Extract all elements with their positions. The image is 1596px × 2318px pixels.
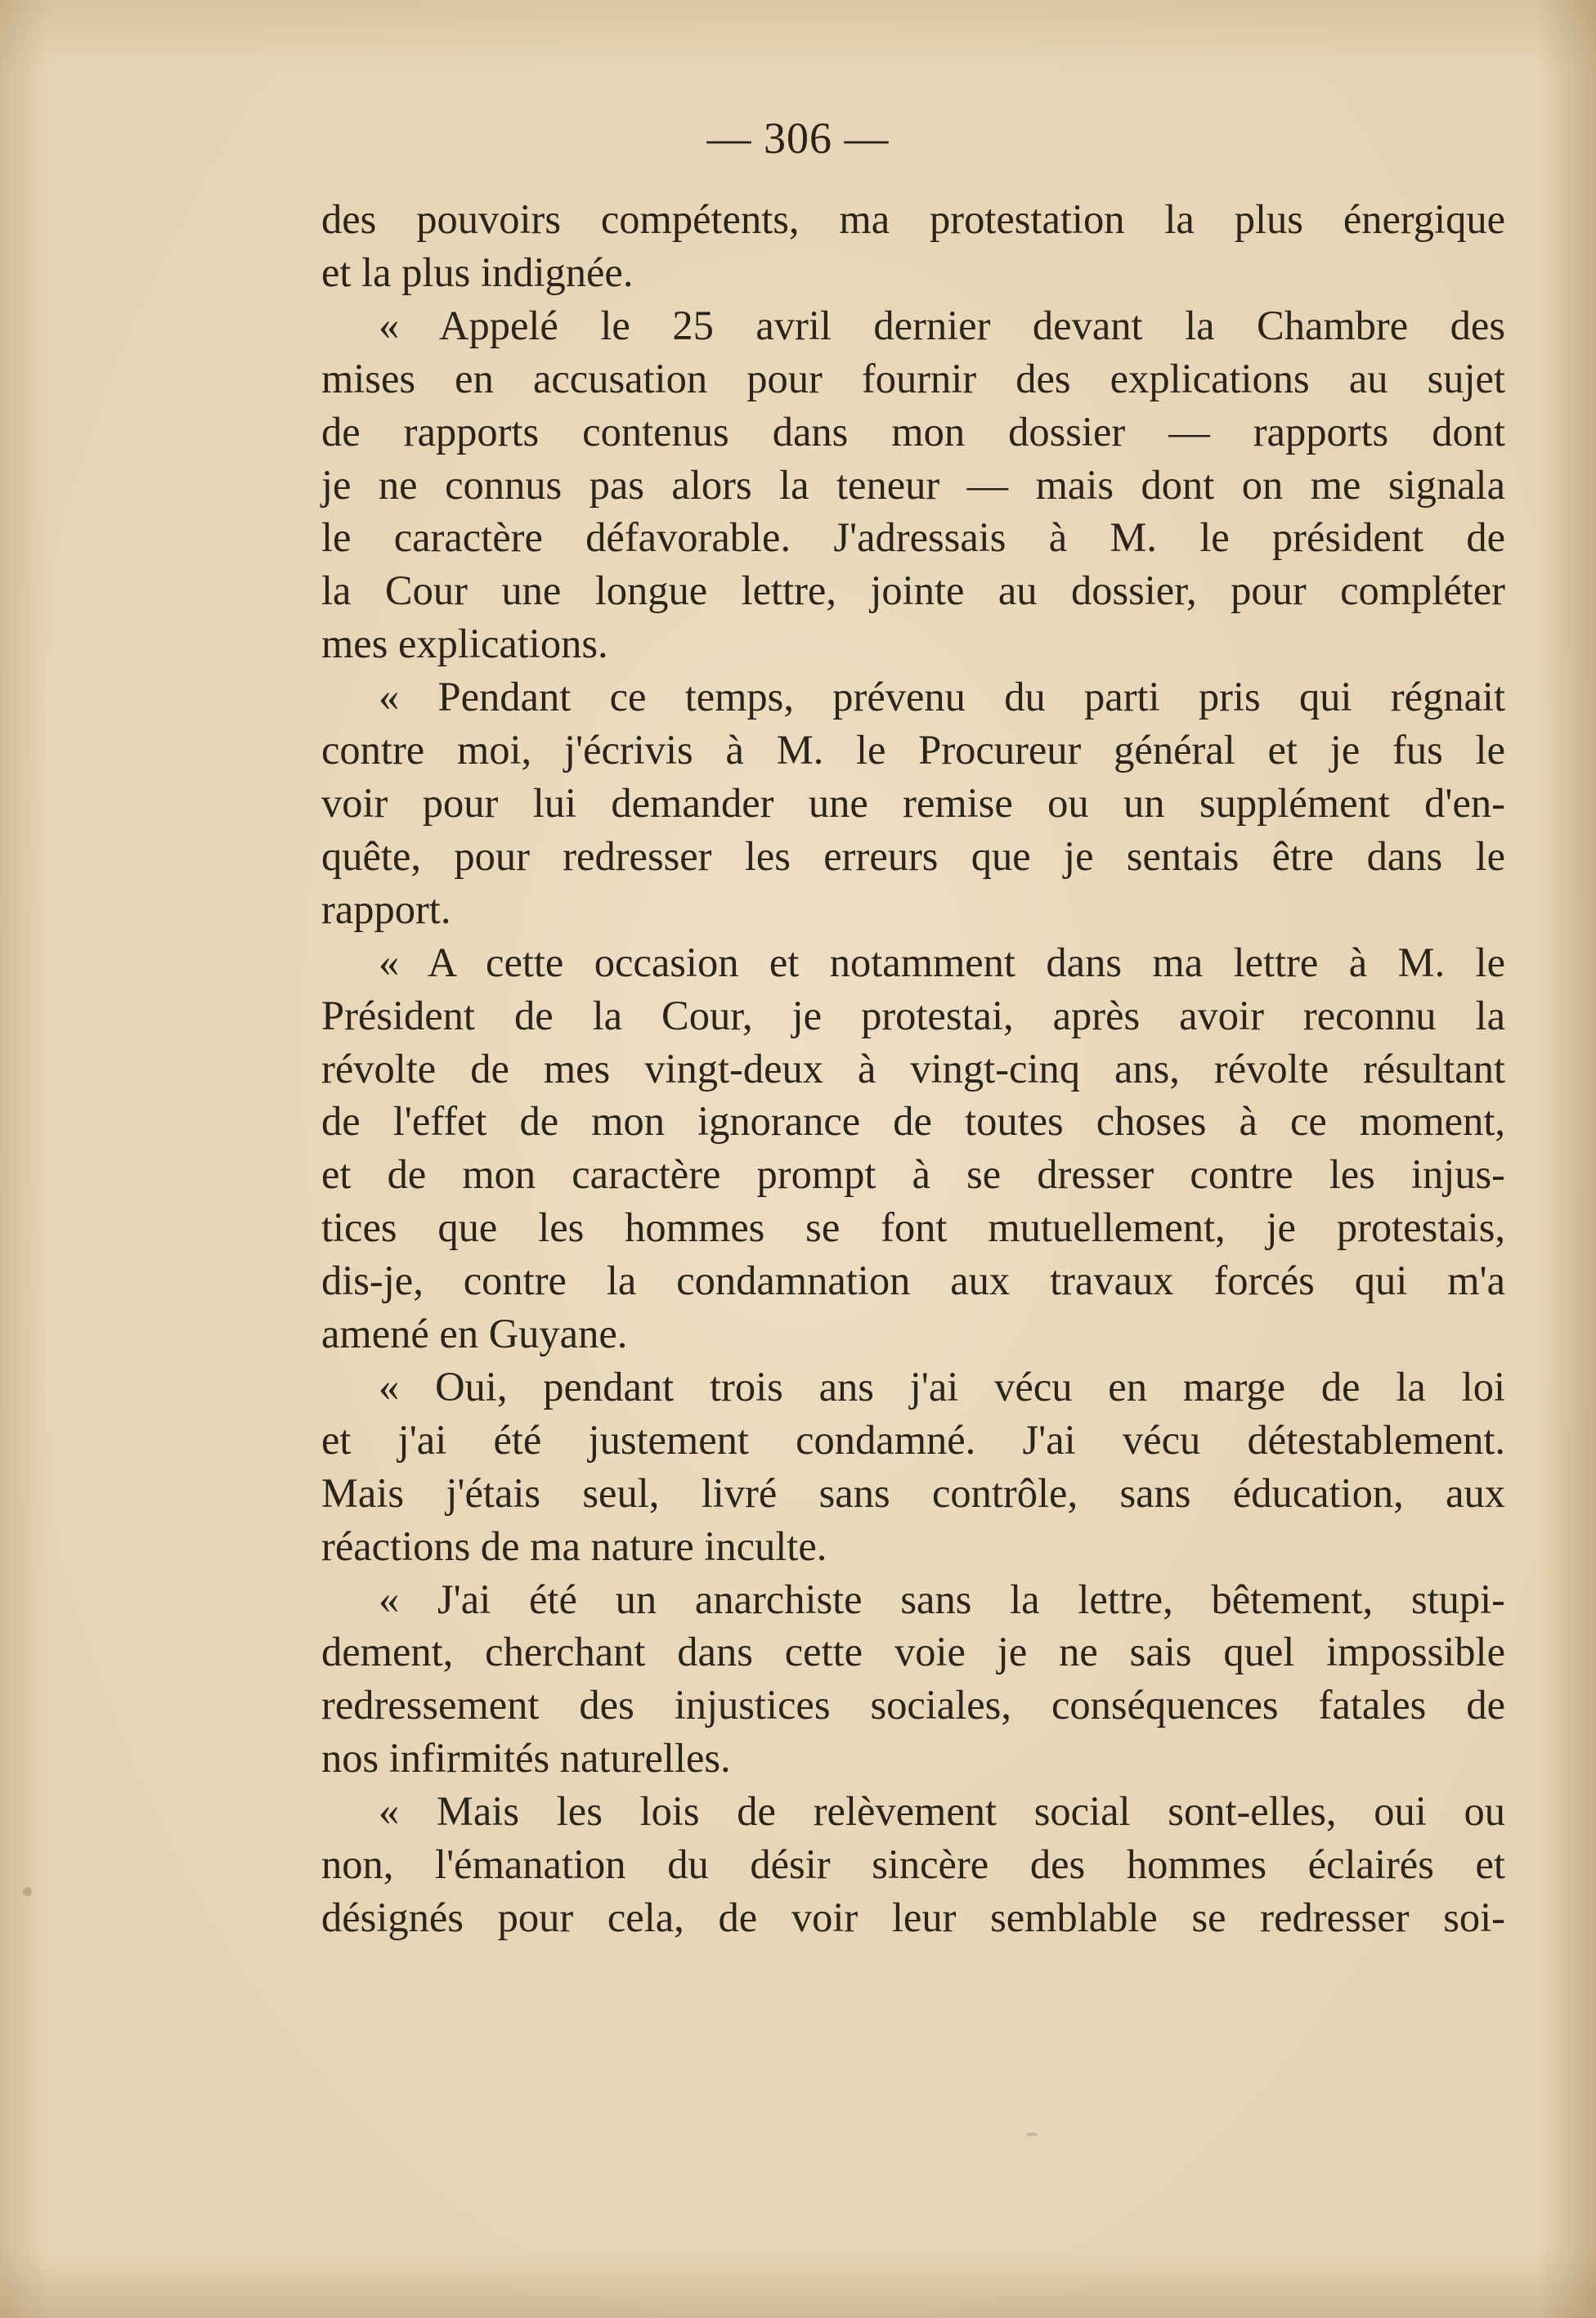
- text-line: révolte de mes vingt-deux à vingt-cinq ans, révolte résultant: [321, 1045, 1505, 1092]
- text-line: désignés pour cela, de voir leur semblable se redresser soi-: [321, 1894, 1505, 1940]
- text-line: « J'ai été un anarchiste sans la lettre, bêtement, stupi-: [379, 1576, 1505, 1622]
- text-line: contre moi, j'écrivis à M. le Procureur général et je fus le: [321, 727, 1505, 773]
- text-line: non, l'émanation du désir sincère des hommes éclairés et: [321, 1841, 1505, 1888]
- text-line: « Oui, pendant trois ans j'ai vécu en marge de la loi: [379, 1363, 1505, 1410]
- text-line: redressement des injustices sociales, conséquences fatales de: [321, 1682, 1505, 1728]
- text-line: la Cour une longue lettre, jointe au dossier, pour compléter: [321, 567, 1505, 614]
- text-line: le caractère défavorable. J'adressais à M. le président de: [321, 514, 1505, 561]
- text-line: mises en accusation pour fournir des explications au sujet: [321, 355, 1505, 401]
- text-line: et de mon caractère prompt à se dresser contre les injus-: [321, 1151, 1505, 1198]
- text-line: « A cette occasion et notamment dans ma lettre à M. le: [379, 939, 1505, 985]
- text-line: des pouvoirs compétents, ma protestation la plus énergique: [321, 196, 1505, 242]
- text-line: dis-je, contre la condamnation aux travaux forcés qui m'a: [321, 1258, 1505, 1304]
- page-text: [321, 193, 1505, 1944]
- text-line: quête, pour redresser les erreurs que je sentais être dans le: [321, 832, 1505, 879]
- text-line: Président de la Cour, je protestai, après avoir reconnu la: [321, 992, 1505, 1038]
- text-line: et j'ai été justement condamné. J'ai vécu détestablement.: [321, 1416, 1505, 1463]
- text-line: rapport.: [321, 886, 451, 932]
- text-line: et la plus indignée.: [321, 249, 634, 295]
- text-line: de rapports contenus dans mon dossier — rapports dont: [321, 408, 1505, 455]
- text-line: « Appelé le 25 avril dernier devant la Chambre des: [379, 302, 1505, 348]
- text-line: voir pour lui demander une remise ou un supplément d'en-: [321, 779, 1505, 826]
- text-line: je ne connus pas alors la teneur — mais dont on me signala: [321, 461, 1505, 508]
- text-line: de l'effet de mon ignorance de toutes choses à ce moment,: [321, 1098, 1505, 1145]
- text-line: nos infirmités naturelles.: [321, 1735, 731, 1782]
- text-line: « Pendant ce temps, prévenu du parti pris qui régnait: [379, 674, 1505, 720]
- text-line: mes explications.: [321, 621, 608, 667]
- paper-spot: [1026, 2132, 1038, 2136]
- text-line: « Mais les lois de relèvement social sont-elles, oui ou: [379, 1788, 1505, 1835]
- paper-spot: [23, 1887, 32, 1896]
- text-line: dement, cherchant dans cette voie je ne sais quel impossible: [321, 1629, 1505, 1675]
- text-line: tices que les hommes se font mutuellement, je protestais,: [321, 1204, 1505, 1251]
- text-line: Mais j'étais seul, livré sans contrôle, sans éducation, aux: [321, 1469, 1505, 1516]
- page-number: — 306 —: [706, 114, 890, 163]
- text-line: réactions de ma nature inculte.: [321, 1522, 827, 1569]
- text-line: amené en Guyane.: [321, 1311, 628, 1357]
